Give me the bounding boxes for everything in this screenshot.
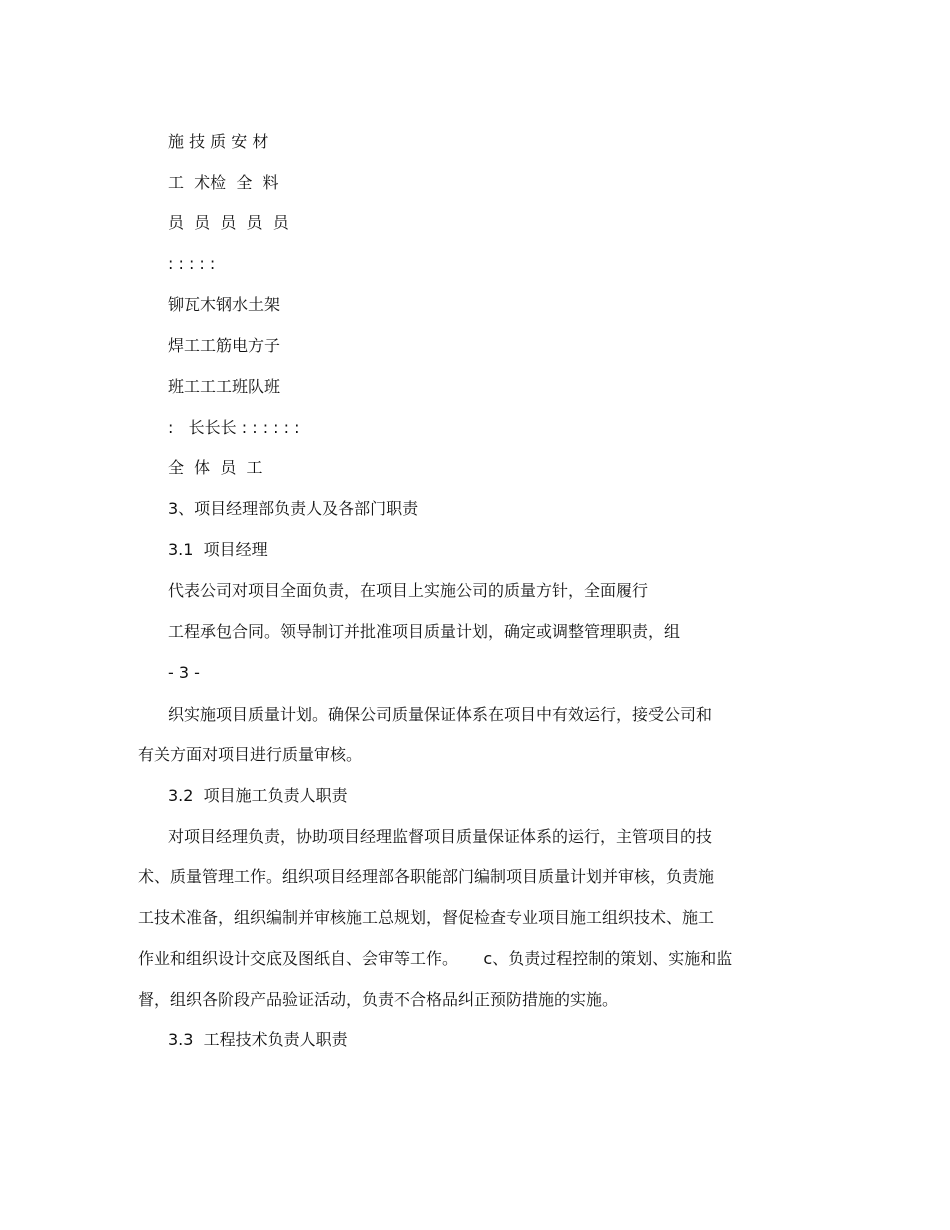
org-chart-staff-row1: 施 技 质 安 材 <box>168 132 269 151</box>
section-3-heading: 3、项目经理部负责人及各部门职责 <box>168 499 419 518</box>
org-chart-all-staff: 全 体 员 工 <box>168 458 263 477</box>
org-chart-team-row1: 铆瓦木钢水土架 <box>168 295 281 314</box>
paragraph-line: 工程承包合同。领导制订并批准项目质量计划，确定或调整管理职责，组 <box>168 622 681 641</box>
section-3-3-heading: 3.3 工程技术负责人职责 <box>168 1030 348 1049</box>
org-chart-team-row2: 焊工工筋电方子 <box>168 336 281 355</box>
section-3-2-heading: 3.2 项目施工负责人职责 <box>168 786 348 805</box>
org-chart-team-row3: 班工工工班队班 <box>168 377 281 396</box>
org-chart-staff-row3: 员 员 员 员 员 <box>168 213 289 232</box>
paragraph-line: 工技术准备，组织编制并审核施工总规划，督促检查专业项目施工组织技术、施工 <box>138 908 715 927</box>
paragraph-line: 督，组织各阶段产品验证活动，负责不合格品纠正预防措施的实施。 <box>138 990 619 1009</box>
paragraph-line: 织实施项目质量计划。确保公司质量保证体系在项目中有效运行，接受公司和 <box>168 705 713 724</box>
paragraph-line: 有关方面对项目进行质量审核。 <box>138 745 363 764</box>
paragraph-line: 作业和组织设计交底及图纸自、会审等工作。 c、负责过程控制的策划、实施和监 <box>138 949 733 968</box>
org-chart-staff-row2: 工 术检 全 料 <box>168 173 279 192</box>
page-number: - 3 - <box>168 663 200 682</box>
paragraph-line: 代表公司对项目全面负责，在项目上实施公司的质量方针，全面履行 <box>168 581 649 600</box>
section-3-1-heading: 3.1 项目经理 <box>168 540 268 559</box>
paragraph-line: 术、质量管理工作。组织项目经理部各职能部门编制项目质量计划并审核，负责施 <box>138 867 715 886</box>
org-chart-staff-colons: : : : : : <box>168 254 216 273</box>
org-chart-team-row4: : 长长长 : : : : : : <box>168 418 300 437</box>
paragraph-line: 对项目经理负责，协助项目经理监督项目质量保证体系的运行，主管项目的技 <box>168 827 713 846</box>
